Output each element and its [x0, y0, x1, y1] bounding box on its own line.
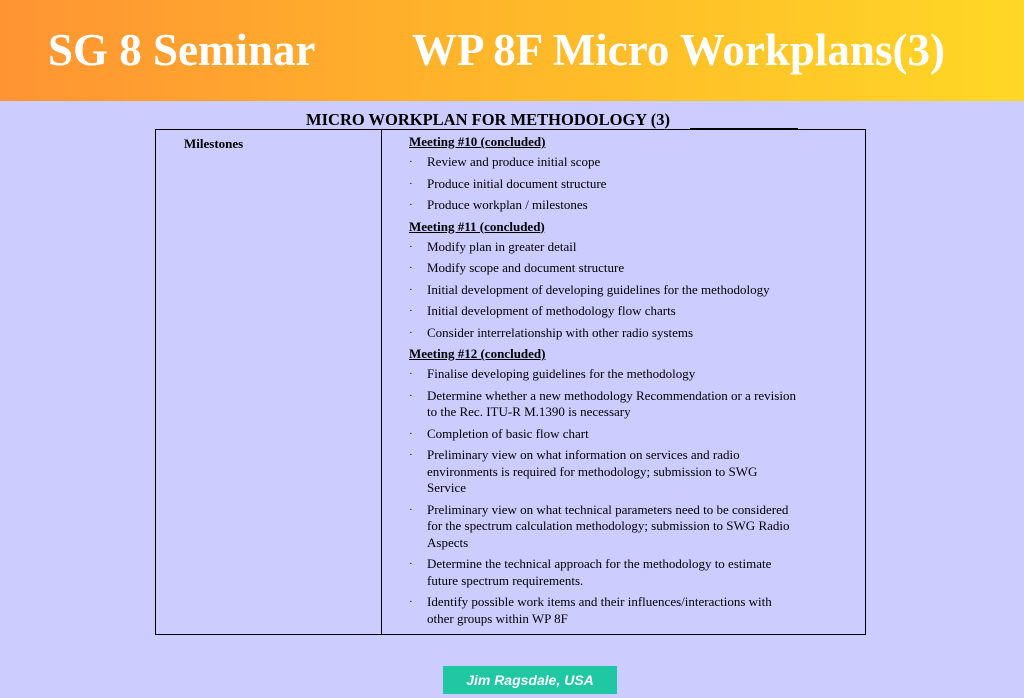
list-item-text: Completion of basic flow chart — [427, 425, 589, 441]
list-item — [409, 154, 799, 171]
list-item-text: Determine the technical approach for the methodology to estimate future spectrum requirements. — [427, 556, 772, 588]
table-heading: MICRO WORKPLAN FOR METHODOLOGY (3) — [306, 110, 670, 129]
list-item-text: Initial development of methodology flow charts — [427, 303, 676, 318]
title-banner — [0, 0, 1024, 101]
meeting-heading: Meeting #10 (concluded) — [409, 134, 546, 149]
bullet-icon: · — [409, 156, 413, 168]
bullet-icon: · — [409, 283, 413, 296]
list-item — [409, 260, 799, 277]
bullet-icon: · — [409, 262, 413, 274]
list-item — [409, 325, 799, 342]
workplan-title: WP 8F Micro Workplans(3) — [412, 25, 945, 75]
list-item — [409, 426, 799, 443]
list-item — [409, 388, 799, 421]
author-badge: Jim Ragsdale, USA — [443, 666, 617, 694]
list-item-text: Determine whether a new methodology Recommendation or a revision to the Rec. ITU-R M.1390 is necessary — [427, 387, 796, 419]
list-item-text: Finalise developing guidelines for the methodology — [427, 366, 696, 381]
list-item-text: Review and produce initial scope — [427, 154, 601, 169]
list-item-text: Produce workplan / milestones — [427, 197, 588, 212]
milestones-label: Milestones — [184, 136, 244, 151]
list-item — [409, 447, 799, 497]
list-item-text: Preliminary view on what information on services and radio environments is required for methodology; submission to SWG Service — [427, 447, 758, 495]
bullet-icon: · — [409, 596, 413, 608]
list-item — [409, 176, 799, 193]
bullet-icon: · — [409, 389, 413, 402]
list-item-text: Initial development of developing guidelines for the methodology — [427, 281, 770, 297]
list-item-text: Modify plan in greater detail — [427, 238, 577, 254]
bullet-icon: · — [409, 240, 413, 253]
list-item — [409, 594, 799, 627]
list-item — [409, 502, 799, 552]
list-item — [409, 282, 799, 299]
bullet-icon: · — [409, 199, 413, 211]
meeting-heading: Meeting #12 (concluded) — [409, 346, 546, 361]
bullet-icon: · — [409, 503, 413, 516]
workplan-table — [155, 129, 866, 635]
list-item-text: Modify scope and document structure — [427, 260, 625, 275]
bullet-icon: · — [409, 326, 413, 339]
bullet-icon: · — [409, 177, 413, 190]
list-item-text: Produce initial document structure — [427, 175, 607, 191]
list-item-text: Consider interrelationship with other radio systems — [427, 324, 694, 340]
list-item-text: Identify possible work items and their influences/interactions with other groups within WP 8F — [427, 594, 772, 626]
list-item-text: Preliminary view on what technical parameters need to be considered for the spectrum calculation methodology; submission to SWG Radio Aspects — [427, 501, 790, 550]
bullet-icon: · — [409, 368, 413, 380]
column-divider — [381, 130, 382, 634]
list-item — [409, 239, 799, 256]
bullet-icon: · — [409, 427, 413, 440]
list-item — [409, 303, 799, 320]
seminar-title: SG 8 Seminar — [48, 25, 316, 75]
bullet-icon: · — [409, 305, 413, 317]
list-item — [409, 556, 799, 589]
meetings-column — [409, 134, 799, 632]
list-item — [409, 197, 799, 214]
bullet-icon: · — [409, 449, 413, 461]
list-item — [409, 366, 799, 383]
meeting-heading: Meeting #11 (concluded) — [409, 218, 545, 234]
bullet-icon: · — [409, 558, 413, 570]
